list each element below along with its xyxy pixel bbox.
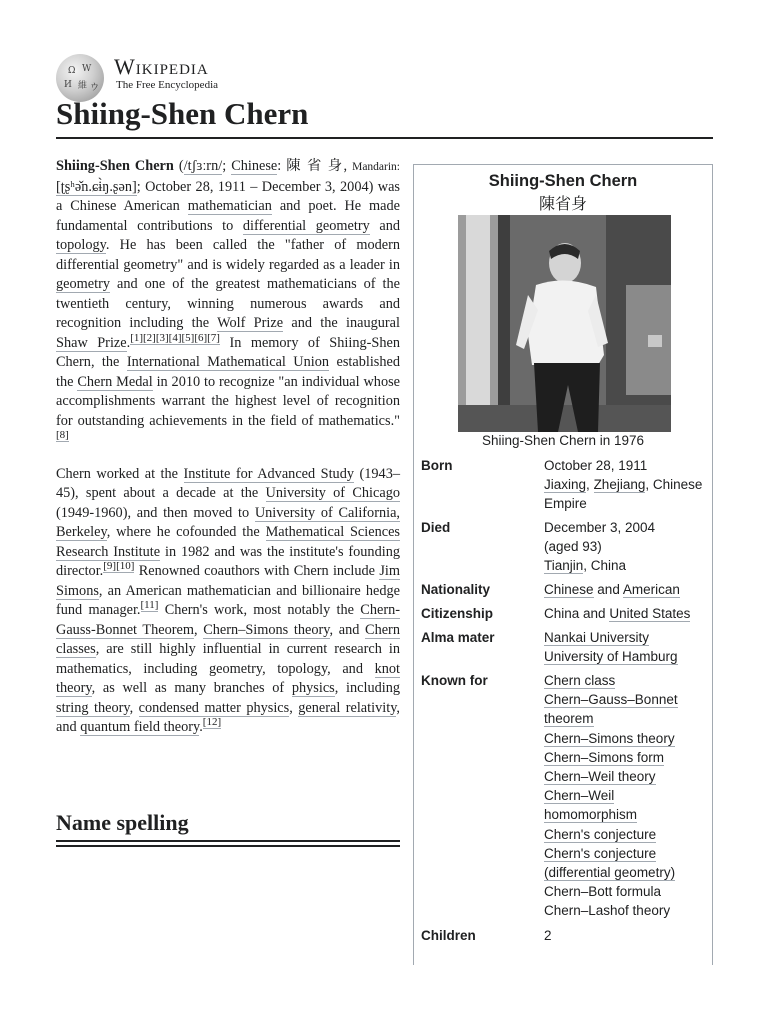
known-item[interactable]: homomorphism	[544, 807, 638, 823]
known-item[interactable]: Chern–Simons form	[544, 749, 665, 765]
born-place-3: , Chinese	[645, 477, 703, 493]
career-text-7: , an American mathematician and billionaire hedge fund manager.	[56, 582, 400, 618]
section-heading-name-spelling: Name spelling	[56, 810, 189, 835]
link-differential-geometry[interactable]: differential geometry	[242, 217, 370, 234]
link-chern-classes[interactable]: Chern classes	[56, 621, 400, 657]
career-text-4: , where he cofounded the	[106, 524, 260, 540]
children-value: 2	[544, 928, 552, 943]
link-nankai[interactable]: Nankai University	[544, 630, 650, 645]
link-chern-gauss-bonnet[interactable]: Chern-Gauss-Bonnet Theorem	[56, 602, 400, 638]
link-geometry[interactable]: geometry	[56, 276, 110, 292]
link-physics[interactable]: physics	[291, 680, 335, 696]
career-text-13: , and	[56, 699, 400, 735]
born-date: October 28, 1911	[544, 458, 648, 473]
known-item[interactable]: (differential geometry)	[544, 865, 676, 881]
known-item: Chern–Bott formula	[544, 884, 662, 900]
photo-caption: Shiing-Shen Chern in 1976	[481, 433, 645, 448]
infobox	[413, 164, 713, 965]
career-text-3: (1949-1960), and then moved to	[56, 504, 250, 521]
known-item[interactable]: theorem	[544, 711, 594, 727]
portrait-photo[interactable]	[458, 215, 671, 432]
link-american[interactable]: American	[622, 582, 680, 597]
infobox-native-name: 陳省身	[538, 196, 587, 213]
link-uchicago[interactable]: University of Chicago	[265, 485, 401, 501]
link-zhejiang[interactable]: Zhejiang	[593, 477, 646, 493]
link-jiaxing[interactable]: Jiaxing	[544, 477, 587, 493]
career-comma-2: ,	[129, 699, 134, 716]
known-item: Chern–Lashof theory	[544, 903, 671, 919]
link-msri[interactable]: Mathematical Sciences Research Institute	[56, 524, 400, 560]
known-item[interactable]: Chern class	[544, 673, 616, 688]
link-imu[interactable]: International Mathematical Union	[126, 354, 330, 370]
born-place-4: Empire	[544, 496, 587, 512]
intro-text-8: in 2010 to recognize "an individual whose accomplishments warrant the highest level of recognition for outstanding achievements in the field of mathematics."	[56, 373, 401, 429]
title-divider	[56, 137, 713, 139]
intro-text-5: and the inaugural	[291, 315, 400, 331]
citizenship-label: Citizenship	[421, 606, 494, 621]
intro-text-3: . He has been called the "father of modern differential geometry" and is widely regarded as a leader in	[56, 237, 400, 273]
citation-refs-2[interactable]: [8]	[56, 429, 69, 442]
citation-refs-1[interactable]: [1][2][3][4][5][6][7]	[130, 331, 220, 344]
career-period: .	[199, 719, 203, 735]
citation-refs-5[interactable]: [12]	[202, 716, 222, 729]
infobox-name: Shiing-Shen Chern	[488, 172, 638, 190]
citizenship-value	[544, 604, 709, 623]
wikipedia-globe-logo[interactable]: Ω W И 維 ウ	[56, 54, 104, 102]
alma-mater-label: Alma mater	[421, 630, 495, 645]
nationality-label: Nationality	[421, 582, 491, 597]
born-label: Born	[421, 458, 453, 473]
died-value	[544, 518, 709, 576]
career-comma-3: ,	[289, 699, 293, 716]
intro-text-1: ; October 28, 1911 – December 3, 2004) was a Chinese American	[56, 178, 400, 214]
known-item[interactable]: Chern's conjecture	[544, 826, 657, 842]
link-mathematician[interactable]: mathematician	[187, 198, 272, 214]
wikipedia-tagline: The Free Encyclopedia	[116, 79, 219, 91]
intro-text-6: In memory of Shiing-Shen Chern, the	[56, 334, 400, 370]
children-label: Children	[421, 928, 476, 943]
career-text-11: , as well as many branches of	[91, 680, 285, 696]
died-place-2: , China	[583, 558, 627, 574]
chinese-name: 陳 省 身	[286, 158, 344, 174]
known-item[interactable]: Chern's conjecture	[544, 845, 657, 861]
known-item[interactable]: Chern–Weil theory	[544, 769, 656, 785]
known-for-label: Known for	[421, 673, 488, 688]
died-date: December 3, 2004	[544, 520, 656, 535]
page-title: Shiing-Shen Chern	[56, 96, 309, 131]
link-chern-medal[interactable]: Chern Medal	[77, 373, 153, 390]
link-united-states[interactable]: United States	[609, 606, 691, 621]
citizenship-text: China and	[544, 606, 606, 621]
born-sep: ,	[586, 477, 590, 493]
career-text-9: , and	[329, 621, 360, 638]
born-value	[544, 456, 709, 514]
link-hamburg[interactable]: University of Hamburg	[544, 649, 678, 665]
link-ias[interactable]: Institute for Advanced Study	[183, 465, 355, 482]
mandarin-ipa[interactable]: [ʈʂʰə̌n.ɕɨ̀ŋ.ʂən]	[56, 178, 137, 195]
intro-paragraph: Shiing-Shen Chern (/tʃɜːrn/; Chinese: 陳 省 身, Mandarin: [ʈʂʰə̌n.ɕɨ̀ŋ.ʂən]; October 28, 1911 – December 3, 2004) was a Chinese American mathematician and poet. He made fundamental contributions to differential geometry and topology. He has been called the "father of modern differential geometry" and is widely regarded as a leader in geometry and one of the greatest mathematicians of the twentieth century, winning numerous awards and recognition including the Wolf Prize and the inaugural Shaw Prize.[1][2][3][4][5][6][7] In memory of Shiing-Shen Chern, the International Mathematical Union established the Chern Medal in 2010 to recognize "an individual whose accomplishments warrant the highest level of recognition for outstanding achievements in the field of mathematics."[8]	[56, 158, 401, 442]
died-label: Died	[421, 520, 451, 535]
career-text-10: , are still highly influential in current research in mathematics, including geometry, topology, and	[56, 641, 400, 677]
career-text-5: in 1982 and was the institute's founding director.	[56, 543, 400, 579]
portrait-image	[458, 215, 671, 432]
career-text-8: Chern's work, most notably the	[164, 602, 355, 618]
chinese-link[interactable]: Chinese	[231, 158, 278, 174]
link-jim-simons[interactable]: Jim Simons	[56, 563, 400, 599]
career-paragraph	[56, 465, 400, 738]
link-knot-theory[interactable]: knot theory	[56, 660, 401, 696]
intro-text-7: established the	[56, 354, 400, 390]
intro-text-2: and poet. He made fundamental contributions to	[56, 198, 401, 234]
mandarin-label: Mandarin:	[352, 161, 400, 173]
known-item[interactable]: Chern–Weil	[544, 788, 615, 804]
career-comma: ,	[194, 621, 198, 638]
citation-refs-4[interactable]: [11]	[140, 599, 159, 612]
link-condensed-matter[interactable]: condensed matter physics	[138, 699, 290, 716]
career-text-1: Chern worked at the	[56, 465, 179, 482]
nationality-value	[544, 580, 709, 599]
wikipedia-wordmark[interactable]: Wikipedia	[114, 54, 209, 79]
career-text-6: Renowned coauthors with Chern include	[138, 563, 376, 579]
link-chern-simons[interactable]: Chern–Simons theory	[203, 621, 330, 638]
section-divider-2	[56, 845, 400, 847]
article-body	[56, 157, 400, 752]
alma-mater-value	[544, 628, 709, 666]
intro-text-4: and one of the greatest mathematicians of the twentieth century, winning numerous awards and recognition including the	[56, 276, 401, 331]
link-wolf-prize[interactable]: Wolf Prize	[217, 315, 284, 331]
intro-and: and	[379, 217, 401, 234]
nationality-and: and	[597, 582, 620, 597]
known-item[interactable]: Chern–Gauss–Bonnet	[544, 692, 678, 708]
died-age: (aged 93)	[544, 539, 602, 555]
link-qft[interactable]: quantum field theory	[80, 719, 200, 735]
known-for-value	[544, 671, 709, 921]
link-general-relativity[interactable]: general relativity	[298, 699, 397, 716]
link-chinese[interactable]: Chinese	[544, 582, 594, 597]
known-item[interactable]: Chern–Simons theory	[544, 730, 675, 746]
citation-refs-3[interactable]: [9][10]	[103, 560, 135, 573]
article-subject: Shiing-Shen Chern	[56, 158, 174, 174]
link-shaw-prize[interactable]: Shaw Prize	[56, 334, 127, 351]
career-text-2: (1943–45), spent about a decade at the	[56, 465, 401, 501]
link-tianjin[interactable]: Tianjin	[544, 558, 584, 574]
ipa-link[interactable]: /tʃɜːrn/	[183, 158, 223, 174]
career-text-12: , including	[334, 680, 401, 696]
section-divider	[56, 840, 400, 842]
link-topology[interactable]: topology	[56, 237, 106, 253]
link-string-theory[interactable]: string theory	[56, 699, 130, 716]
link-berkeley[interactable]: University of California, Berkeley	[56, 504, 401, 540]
